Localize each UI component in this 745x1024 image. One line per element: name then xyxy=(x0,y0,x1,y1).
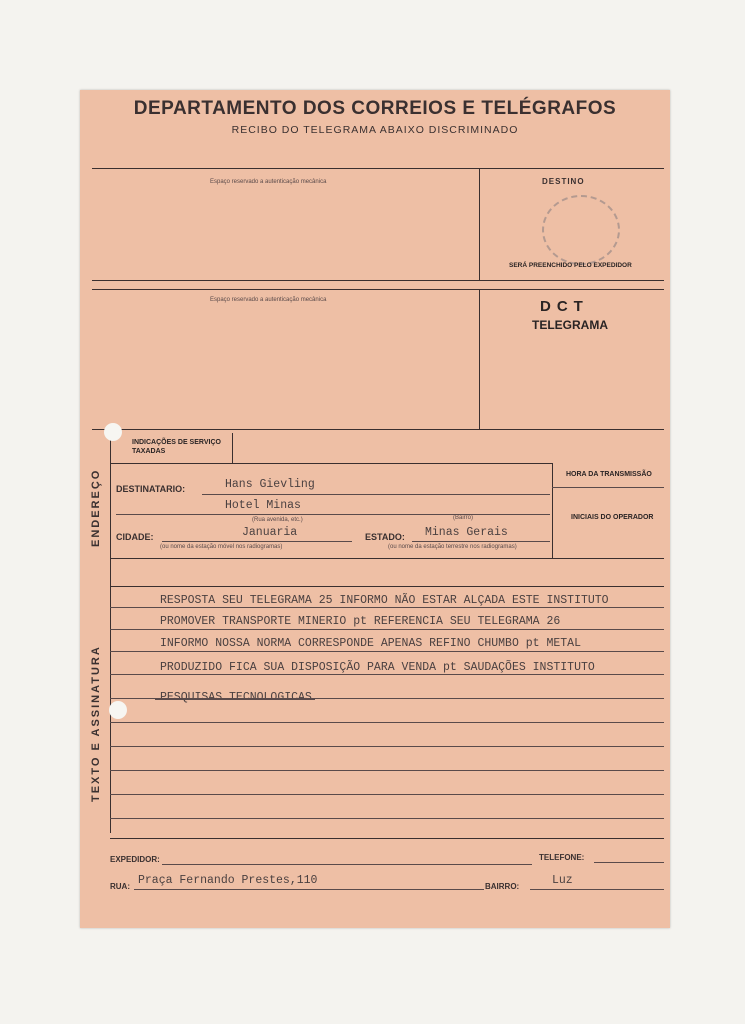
ruled-line xyxy=(110,607,664,608)
endereco-side-label: ENDEREÇO xyxy=(90,468,102,547)
divider xyxy=(232,433,233,463)
estado-label: ESTADO: xyxy=(365,532,405,542)
ruled-line xyxy=(110,770,664,771)
divider xyxy=(552,487,664,488)
divider xyxy=(110,433,111,833)
destinatario-line xyxy=(202,494,550,495)
bairro-line xyxy=(530,889,664,890)
telegram-receipt-form xyxy=(80,90,670,928)
ruled-line xyxy=(110,722,664,723)
destino-footer: SERÁ PREENCHIDO PELO EXPEDIDOR xyxy=(509,262,632,269)
message-line: INFORMO NOSSA NORMA CORRESPONDE APENAS REFINO CHUMBO pt METAL xyxy=(160,637,581,650)
expedidor-label: EXPEDIDOR: xyxy=(110,855,160,864)
message-line: PESQUISAS TECNOLOGICAS xyxy=(160,691,312,704)
divider xyxy=(110,463,552,464)
divider xyxy=(92,429,664,430)
divider xyxy=(110,586,664,587)
divider xyxy=(479,168,480,280)
dct-telegrama: TELEGRAMA xyxy=(532,318,608,332)
bairro-label: BAIRRO: xyxy=(485,882,520,891)
divider xyxy=(479,289,480,429)
ruled-line xyxy=(110,698,664,699)
form-title: DEPARTAMENTO DOS CORREIOS E TELÉGRAFOS xyxy=(133,98,617,119)
divider xyxy=(110,838,664,839)
ruled-line xyxy=(110,629,664,630)
divider xyxy=(92,289,664,290)
expedidor-line xyxy=(162,864,532,865)
cidade-value: Januaria xyxy=(242,526,298,539)
rua-line xyxy=(134,889,484,890)
destinatario-name: Hans Gievling xyxy=(225,478,315,491)
divider xyxy=(552,463,553,558)
cidade-note: (ou nome da estação móvel nos radiogramas) xyxy=(160,544,283,550)
divider xyxy=(92,168,664,169)
address-line xyxy=(116,514,550,515)
rua-label: RUA: xyxy=(110,882,130,891)
message-line: RESPOSTA SEU TELEGRAMA 25 INFORMO NÃO ESTAR ALÇADA ESTE INSTITUTO xyxy=(160,594,609,607)
hora-label: HORA DA TRANSMISSÃO xyxy=(566,471,652,478)
message-line: PROMOVER TRANSPORTE MINERIO pt REFERENCIA SEU TELEGRAMA 26 xyxy=(160,615,561,628)
estado-line xyxy=(412,541,550,542)
destino-label: DESTINO xyxy=(542,177,585,186)
strike-line xyxy=(155,699,315,700)
divider xyxy=(92,280,664,281)
operador-label: INICIAIS DO OPERADOR xyxy=(571,514,654,521)
auth-note: Espaço reservado a autenticação mecânica xyxy=(210,297,327,303)
ruled-line xyxy=(110,746,664,747)
punch-hole xyxy=(109,701,127,719)
rua-value: Praça Fernando Prestes,110 xyxy=(138,874,318,887)
punch-hole xyxy=(104,423,122,441)
auth-note: Espaço reservado a autenticação mecânica xyxy=(210,179,327,185)
estado-value: Minas Gerais xyxy=(425,526,508,539)
rua-note: (Rua avenida, etc.) xyxy=(252,517,303,523)
cidade-label: CIDADE: xyxy=(116,532,154,542)
destinatario-address: Hotel Minas xyxy=(225,499,301,512)
message-line: PRODUZIDO FICA SUA DISPOSIÇÃO PARA VENDA pt SAUDAÇÕES INSTITUTO xyxy=(160,661,595,674)
estado-note: (ou nome da estação terrestre nos radiogramas) xyxy=(388,544,517,550)
ruled-line xyxy=(110,794,664,795)
form-subtitle: RECIBO DO TELEGRAMA ABAIXO DISCRIMINADO xyxy=(231,124,519,136)
servico-label: INDICAÇÕES DE SERVIÇO TAXADAS xyxy=(132,439,221,455)
ruled-line xyxy=(110,818,664,819)
divider xyxy=(110,558,664,559)
telefone-line xyxy=(594,862,664,863)
texto-assinatura-side-label: TEXTO E ASSINATURA xyxy=(90,645,102,802)
telefone-label: TELEFONE: xyxy=(539,853,585,862)
dct-title: DCT xyxy=(540,298,589,315)
ruled-line xyxy=(110,651,664,652)
bairro-note: (Bairro) xyxy=(453,515,474,521)
ruled-line xyxy=(110,674,664,675)
destinatario-label: DESTINATARIO: xyxy=(116,484,186,494)
postmark-stamp xyxy=(542,195,620,265)
cidade-line xyxy=(162,541,352,542)
bairro-value: Luz xyxy=(552,874,573,887)
